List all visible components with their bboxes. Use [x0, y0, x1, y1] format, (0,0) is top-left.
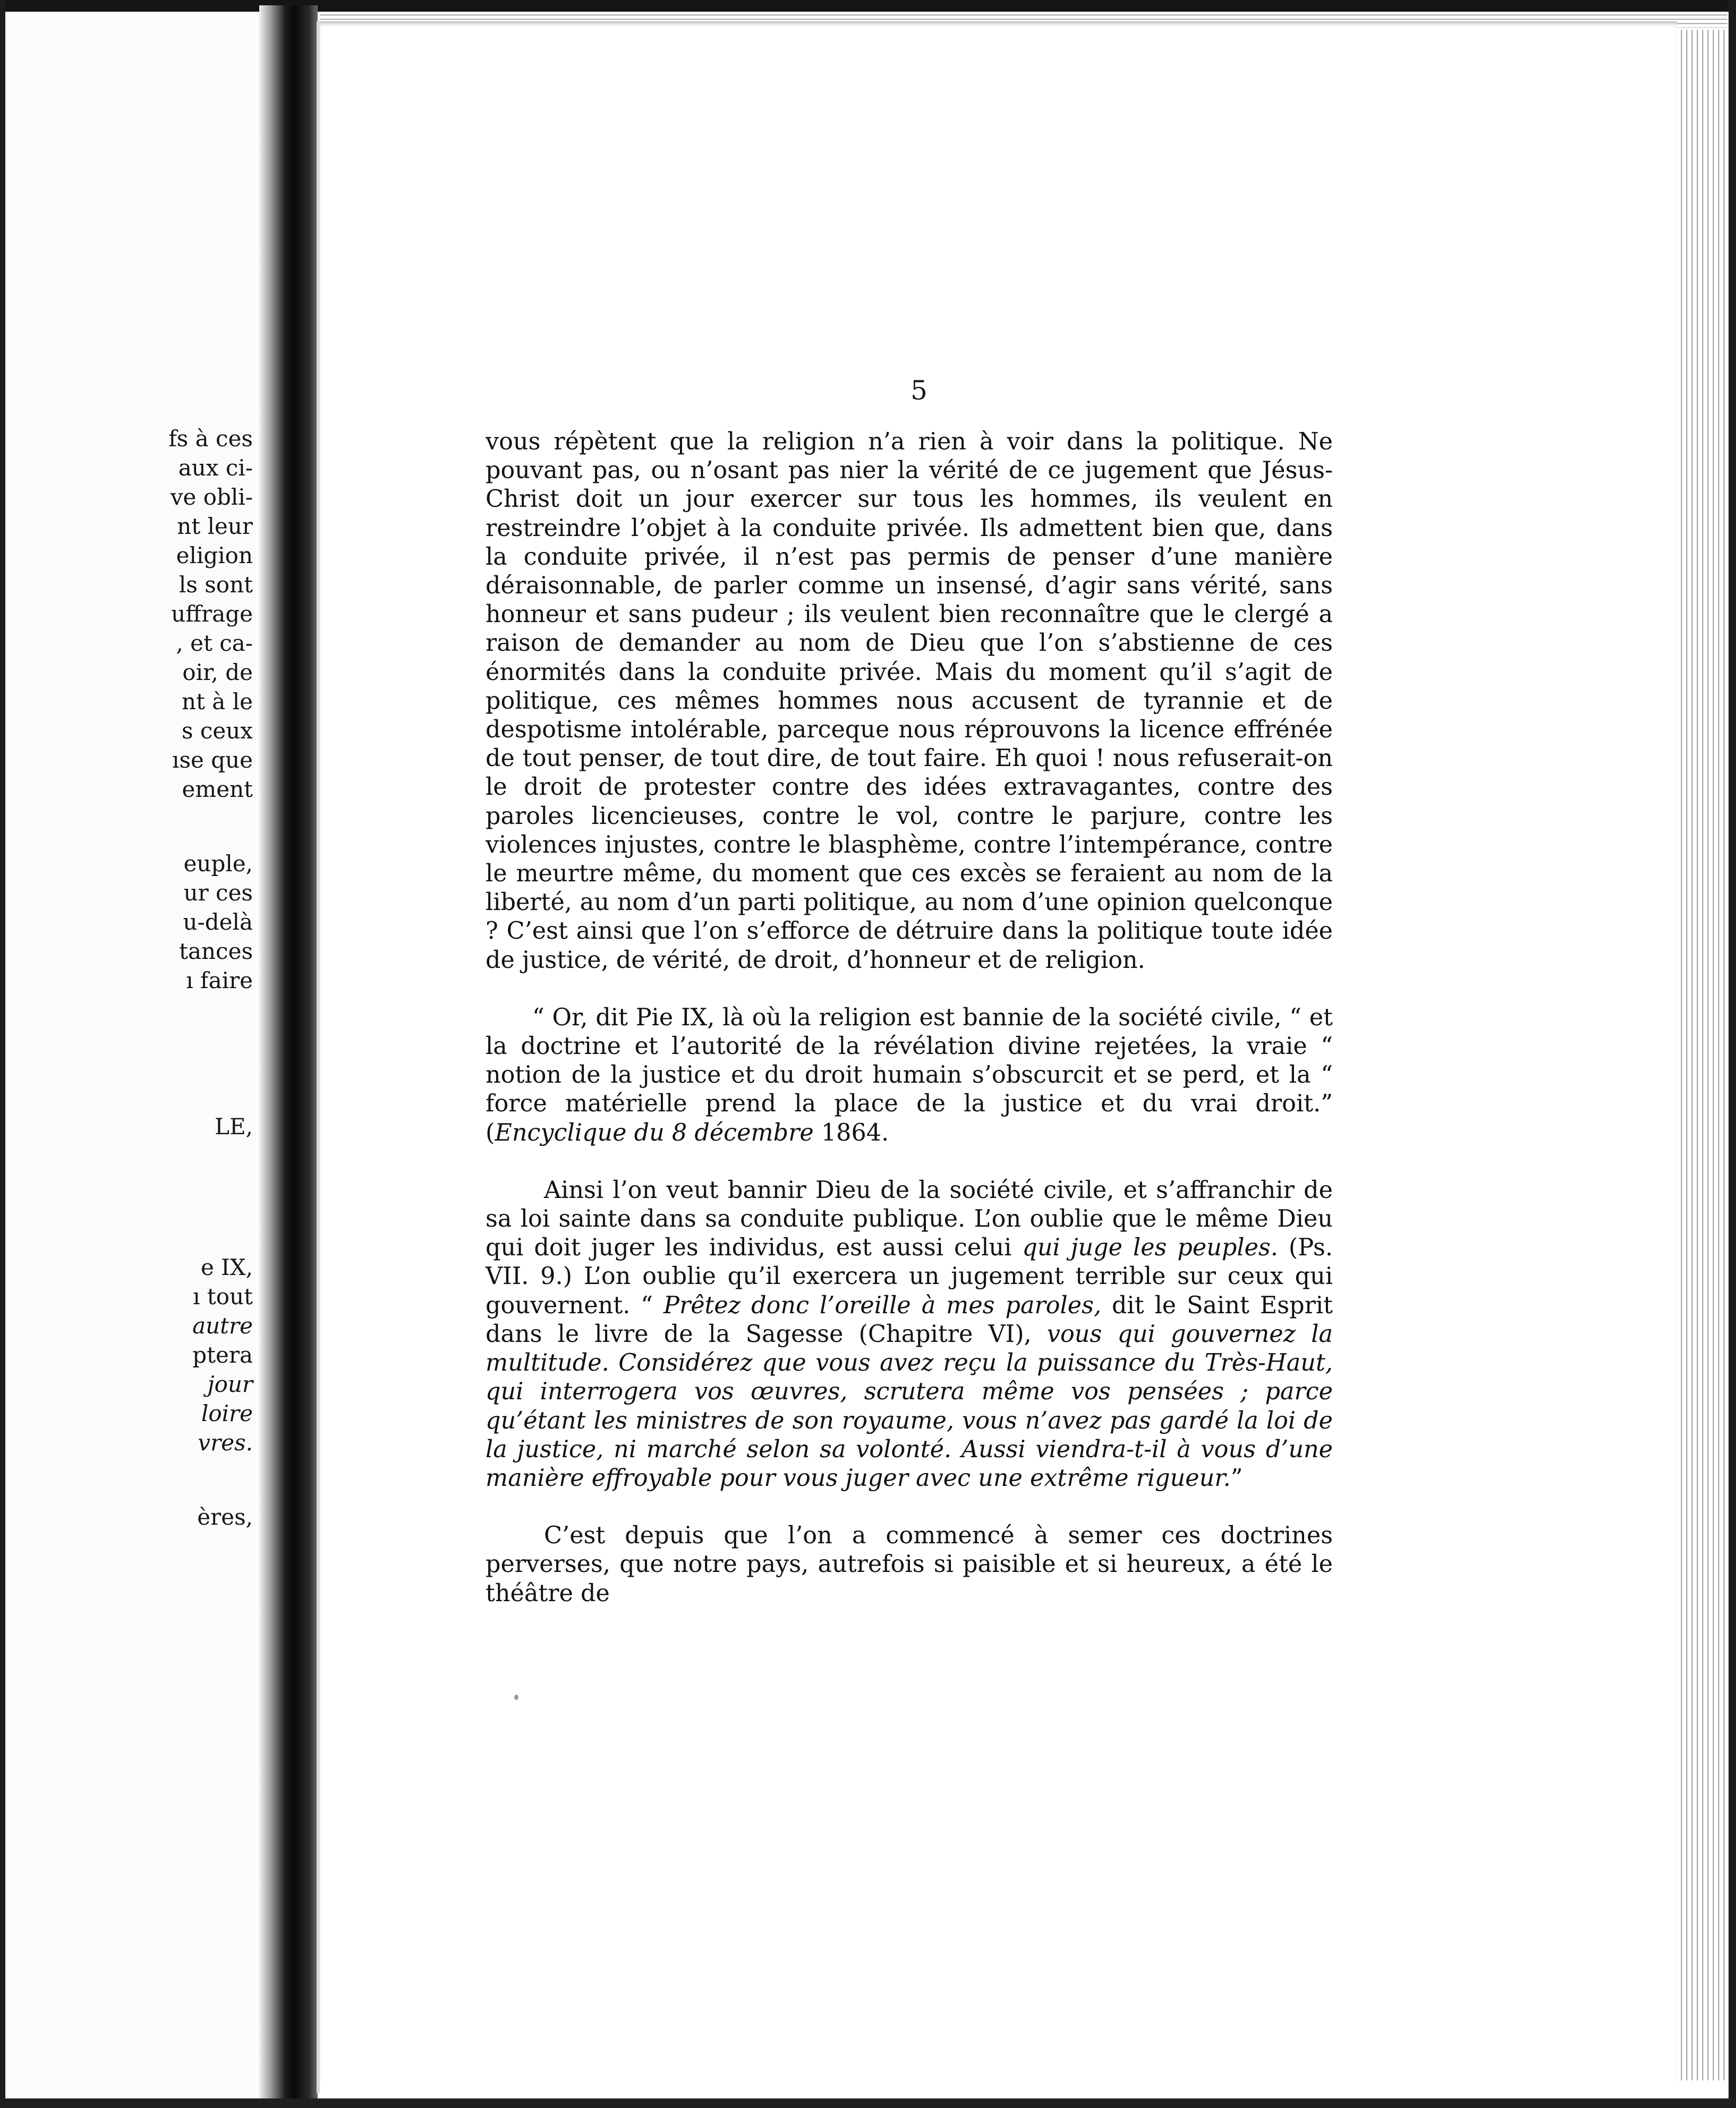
left-page-line: LE, — [215, 1114, 253, 1140]
page-text — [486, 428, 1333, 1608]
text-run: vous répètent que la religion n’a rien à voir dans la politique. Ne pouvant pas, ou n’osant pas nier la vérité de ce jugement que Jésus-Christ doit un jour exercer sur tous les hommes, ils veulent en restreindre l’objet à la conduite privée. Ils admettent bien que, dans la conduite privée, il n’est pas permis de penser d’une manière déraisonnable, de parler comme un insensé, d’agir sans vérité, sans honneur et sans pudeur ; ils veulent bien reconnaître que le clergé a raison de demander au nom de Dieu que l’on s’abstienne de ces énormités dans la conduite privée. Mais du moment qu’il s’agit de politique, ces mêmes hommes nous accusent de tyrannie et de despotisme intolérable, parceque nous réprouvons la licence effrénée de tout penser, de tout dire, de tout faire. Eh quoi ! nous refuserait-on le droit de protester contre des idées extravagantes, contre des paroles licencieuses, contre le vol, contre le parjure, contre les violences injustes, contre le blasphème, contre l’intempérance, contre le meurtre même, du moment que ces excès se feraient au nom de la liberté, au nom d’un parti politique, au nom d’une opinion quelconque ? C’est ainsi que l’on s’efforce de détruire dans la politique toute idée de justice, de vérité, de droit, d’honneur et de religion. — [486, 428, 1333, 974]
left-page-line: ve obli- — [170, 484, 253, 510]
left-page-line: ères, — [197, 1504, 253, 1530]
scan-border-right — [1729, 0, 1736, 2108]
text-run: 1864. — [813, 1119, 889, 1146]
paragraph — [486, 428, 1333, 975]
text-run: C’est depuis que l’on a commencé à semer ces doctrines perverses, que notre pays, autrefois si paisible et si heureux, a été le théâtre de — [486, 1522, 1333, 1607]
left-page-line: , et ca- — [176, 630, 253, 656]
left-page-line: oir, de — [182, 659, 253, 685]
left-page-line: fs à ces — [168, 426, 253, 452]
page-number: 5 — [910, 375, 927, 406]
scan-border-left — [0, 0, 5, 2108]
italic-text: vous qui gouvernez la multitude. Considérez que vous avez reçu la puissance du Très-Haut, qui interrogera vos œuvres, scrutera même vos pensées ; parce qu’étant les ministres de son royaume, vous n’avez pas gardé la loi de la justice, ni marché selon sa volonté. Aussi viendra-t-il à vous d’une manière effroyable pour vous juger avec une extrême rigueur. — [486, 1320, 1333, 1492]
left-page-line: nt leur — [177, 513, 253, 539]
left-page-line: ement — [182, 776, 253, 802]
left-page-line: s ceux — [181, 718, 253, 744]
left-page-line: tances — [179, 938, 253, 964]
paper-speck — [514, 1695, 518, 1700]
left-page-line: autre — [192, 1313, 253, 1339]
left-page-line: u-delà — [183, 909, 253, 935]
text-run: “ Or, dit Pie IX, là où la religion est bannie de la société civile, “ et la doctrine et l’autorité de la révélation divine rejetées, la vraie “ notion de la justice et du droit humain s’obscurcit et se perd, et la “ force matérielle prend la place de la justice et du vrai droit.” ( — [486, 1004, 1333, 1146]
previous-page-fragment — [5, 12, 259, 2098]
text-run: ” — [1230, 1464, 1243, 1492]
book-gutter — [259, 5, 318, 2108]
paragraph — [486, 1522, 1333, 1608]
left-page-line: ı faire — [186, 967, 253, 993]
left-page-line: vres. — [198, 1430, 253, 1456]
left-page-line: ıse que — [172, 747, 253, 773]
scan-border-bottom — [0, 2098, 1736, 2108]
left-page-line: ls sont — [178, 572, 253, 598]
text-run: (Ps. VII. 9.) L’on oublie qu’il exercera un jugement terrible sur ceux qui gouvernent. “ — [486, 1234, 1333, 1319]
left-page-line: euple, — [183, 851, 253, 877]
italic-text: qui juge les peuples. — [1022, 1234, 1278, 1262]
italic-text: Encyclique du 8 décembre — [495, 1119, 814, 1146]
left-page-line: ı tout — [193, 1284, 253, 1310]
left-page-line: ur ces — [183, 880, 253, 906]
left-page-line: aux ci- — [178, 455, 253, 481]
paragraph — [486, 1176, 1333, 1493]
left-page-line: ptera — [192, 1342, 253, 1368]
paragraph — [486, 1004, 1333, 1148]
left-page-line: jour — [207, 1371, 253, 1397]
left-page-line: eligion — [176, 542, 253, 568]
left-page-line: loire — [201, 1400, 253, 1426]
left-page-line: nt à le — [182, 688, 253, 715]
left-page-line: uffrage — [171, 601, 253, 627]
left-page-line: e IX, — [200, 1254, 253, 1280]
text-run: Ainsi l’on veut bannir Dieu de la société civile, et s’affranchir de sa loi sainte dans sa conduite publique. L’on oublie que le même Dieu qui doit juger les individus, est aussi celui — [486, 1176, 1333, 1262]
text-run: dit le Saint Esprit dans le livre de la Sagesse (Chapitre VI), — [486, 1291, 1333, 1348]
italic-text: Prêtez donc l’oreille à mes paroles, — [663, 1291, 1102, 1319]
page-stack-right-edge — [1677, 30, 1728, 2080]
